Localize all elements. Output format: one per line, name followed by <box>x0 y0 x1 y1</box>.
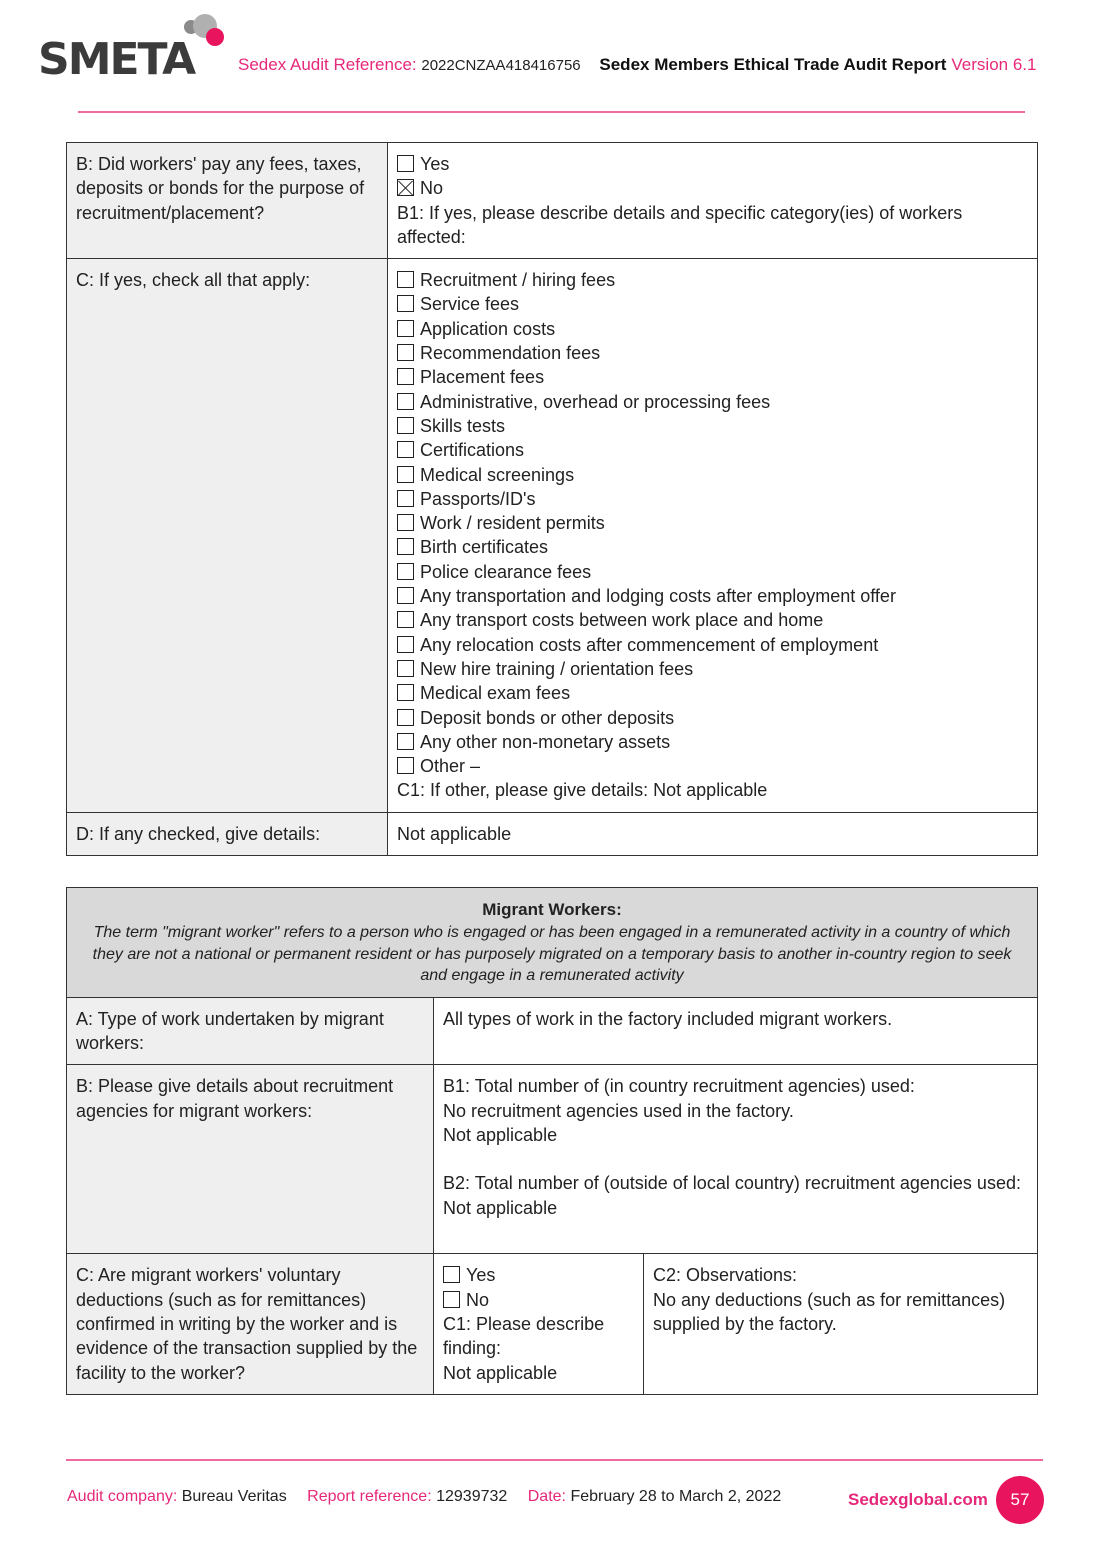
fee-option[interactable] <box>397 341 1028 365</box>
checkbox-icon[interactable] <box>397 660 414 677</box>
migrant-c1-label: C1: Please describe finding: <box>443 1313 605 1359</box>
fee-option-label: Skills tests <box>420 415 506 436</box>
fee-option[interactable] <box>397 438 1028 462</box>
fee-option-label: Application costs <box>420 318 556 339</box>
fees-b-yes-option[interactable]: Yes <box>397 152 1028 176</box>
checkbox-icon[interactable] <box>397 441 414 458</box>
migrant-c2-observations <box>644 1254 1038 1394</box>
checkbox-icon[interactable] <box>397 733 414 750</box>
fees-d-answer: Not applicable <box>388 812 1038 855</box>
checkbox-icon[interactable] <box>397 344 414 361</box>
fee-option[interactable] <box>397 365 1028 389</box>
fee-option-label: Recommendation fees <box>420 343 601 364</box>
header-divider <box>78 111 1025 113</box>
migrant-c-question: C: Are migrant workers' voluntary deductions (such as for remittances) confirmed in writing by the worker and is evidence of the transaction supplied by the facility to the worker? <box>67 1254 434 1394</box>
footer-divider <box>66 1459 1043 1461</box>
checkbox-icon[interactable] <box>397 636 414 653</box>
fees-c-answer <box>388 259 1038 813</box>
fee-option-label: Any transportation and lodging costs after employment offer <box>420 586 896 607</box>
audit-ref-value: 2022CNZAA418416756 <box>421 57 581 74</box>
fee-option-label: Service fees <box>420 294 520 315</box>
migrant-header <box>67 888 1038 998</box>
fees-d-question: D: If any checked, give details: <box>67 812 388 855</box>
migrant-c-answer <box>434 1254 644 1394</box>
checkbox-icon[interactable] <box>443 1291 460 1308</box>
fee-option[interactable] <box>397 608 1028 632</box>
fees-c-question: C: If yes, check all that apply: <box>67 259 388 813</box>
fee-option-label: Placement fees <box>420 367 545 388</box>
checkbox-icon[interactable] <box>397 368 414 385</box>
checkbox-icon[interactable] <box>397 514 414 531</box>
checkbox-icon[interactable] <box>397 320 414 337</box>
report-header <box>238 55 1038 75</box>
fee-option-label: Administrative, overhead or processing fees <box>420 391 771 412</box>
fee-option-label: Certifications <box>420 440 525 461</box>
footer-website-link[interactable]: Sedexglobal.com <box>848 1490 988 1509</box>
migrant-b1-line2: No recruitment agencies used in the factory. <box>443 1100 794 1121</box>
checkbox-icon[interactable] <box>397 155 414 172</box>
fees-b-no-option[interactable]: No <box>397 176 1028 200</box>
migrant-c2-label: C2: Observations: <box>653 1265 798 1286</box>
checkbox-icon[interactable] <box>397 757 414 774</box>
migrant-definition: The term "migrant worker" refers to a person who is engaged or has been engaged in a remunerated activity in a country of which they are not a national or permanent resident or has purposely migrated on a temporary basis to another in-country region to seek and engage in a remunerated activity <box>92 924 1012 985</box>
migrant-a-question: A: Type of work undertaken by migrant workers: <box>67 997 434 1065</box>
checkbox-icon[interactable] <box>397 393 414 410</box>
fees-b-question: B: Did workers' pay any fees, taxes, deposits or bonds for the purpose of recruitment/placement? <box>67 143 388 259</box>
migrant-b-question: B: Please give details about recruitment agencies for migrant workers: <box>67 1065 434 1254</box>
fee-option[interactable] <box>397 706 1028 730</box>
fees-table <box>66 142 1038 856</box>
footer-date-value: February 28 to March 2, 2022 <box>570 1488 782 1505</box>
fee-option[interactable] <box>397 535 1028 559</box>
checkbox-icon[interactable] <box>397 271 414 288</box>
fee-option[interactable] <box>397 390 1028 414</box>
audit-ref-label: Sedex Audit Reference: <box>238 55 417 74</box>
migrant-b1-line3: Not applicable <box>443 1124 558 1145</box>
fee-option-label: Medical screenings <box>420 464 575 485</box>
fee-option[interactable] <box>397 268 1028 292</box>
checkbox-icon[interactable] <box>397 587 414 604</box>
fee-option-label: Deposit bonds or other deposits <box>420 707 675 728</box>
checkbox-icon[interactable] <box>397 709 414 726</box>
fee-option[interactable] <box>397 754 1028 778</box>
migrant-b1-label: B1: Total number of (in country recruitment agencies) used: <box>443 1076 915 1097</box>
fee-option[interactable] <box>397 292 1028 316</box>
fee-options-list <box>397 268 1028 778</box>
migrant-b-answer <box>434 1065 1038 1254</box>
migrant-title: Migrant Workers: <box>482 900 622 919</box>
migrant-table <box>66 887 1038 1395</box>
footer-report-value: 12939732 <box>436 1488 508 1505</box>
fee-option[interactable] <box>397 463 1028 487</box>
fees-b1-text: B1: If yes, please describe details and specific category(ies) of workers affected: <box>397 202 963 247</box>
migrant-a-answer: All types of work in the factory included migrant workers. <box>434 997 1038 1065</box>
checkbox-icon[interactable] <box>397 563 414 580</box>
fee-option[interactable] <box>397 584 1028 608</box>
checkbox-icon[interactable] <box>397 417 414 434</box>
fee-option-label: Any relocation costs after commencement of employment <box>420 634 879 655</box>
checkbox-icon[interactable] <box>443 1266 460 1283</box>
checkbox-icon[interactable] <box>397 295 414 312</box>
logo-dot-pink <box>206 28 224 46</box>
checked-checkbox-icon[interactable] <box>397 179 414 196</box>
checkbox-icon[interactable] <box>397 684 414 701</box>
fee-option-label: New hire training / orientation fees <box>420 658 694 679</box>
checkbox-icon[interactable] <box>397 466 414 483</box>
fee-option-label: Passports/ID's <box>420 488 536 509</box>
fee-option[interactable] <box>397 414 1028 438</box>
fee-option[interactable] <box>397 633 1028 657</box>
footer-company-label: Audit company: <box>67 1488 178 1505</box>
fee-option-label: Birth certificates <box>420 537 549 558</box>
footer-date-label: Date: <box>527 1488 566 1505</box>
fees-b-answer <box>388 143 1038 259</box>
footer-company-value: Bureau Veritas <box>181 1488 287 1505</box>
fee-option[interactable] <box>397 730 1028 754</box>
page-number-badge: 57 <box>996 1476 1044 1524</box>
checkbox-icon[interactable] <box>397 611 414 628</box>
migrant-c1-value: Not applicable <box>443 1362 558 1383</box>
fee-option[interactable] <box>397 511 1028 535</box>
fee-option[interactable] <box>397 657 1028 681</box>
fee-option-label: Other – <box>420 756 481 777</box>
fee-option-label: Any other non-monetary assets <box>420 731 671 752</box>
checkbox-icon[interactable] <box>397 538 414 555</box>
fee-option-label: Recruitment / hiring fees <box>420 270 616 291</box>
smeta-logo <box>38 30 228 90</box>
footer-report-label: Report reference: <box>307 1488 432 1505</box>
logo-text: SMETA <box>38 34 195 85</box>
migrant-c2-text: No any deductions (such as for remittances) supplied by the factory. <box>653 1289 1006 1334</box>
footer-info <box>67 1488 797 1506</box>
report-title: Sedex Members Ethical Trade Audit Report <box>599 55 947 74</box>
migrant-b2-text: B2: Total number of (outside of local country) recruitment agencies used: Not applicable <box>443 1173 1021 1218</box>
fee-option-label: Police clearance fees <box>420 561 592 582</box>
fee-option-label: Medical exam fees <box>420 683 571 704</box>
fee-option[interactable] <box>397 681 1028 705</box>
checkbox-icon[interactable] <box>397 490 414 507</box>
fee-option-label: Work / resident permits <box>420 513 605 534</box>
report-version: Version 6.1 <box>951 55 1037 74</box>
fee-option[interactable] <box>397 487 1028 511</box>
fee-option[interactable] <box>397 317 1028 341</box>
fee-option[interactable] <box>397 560 1028 584</box>
migrant-c-no-option[interactable]: No <box>443 1288 634 1312</box>
fee-option-label: Any transport costs between work place and home <box>420 610 824 631</box>
fees-c1-text: C1: If other, please give details: Not applicable <box>397 780 768 801</box>
migrant-c-yes-option[interactable]: Yes <box>443 1263 634 1287</box>
